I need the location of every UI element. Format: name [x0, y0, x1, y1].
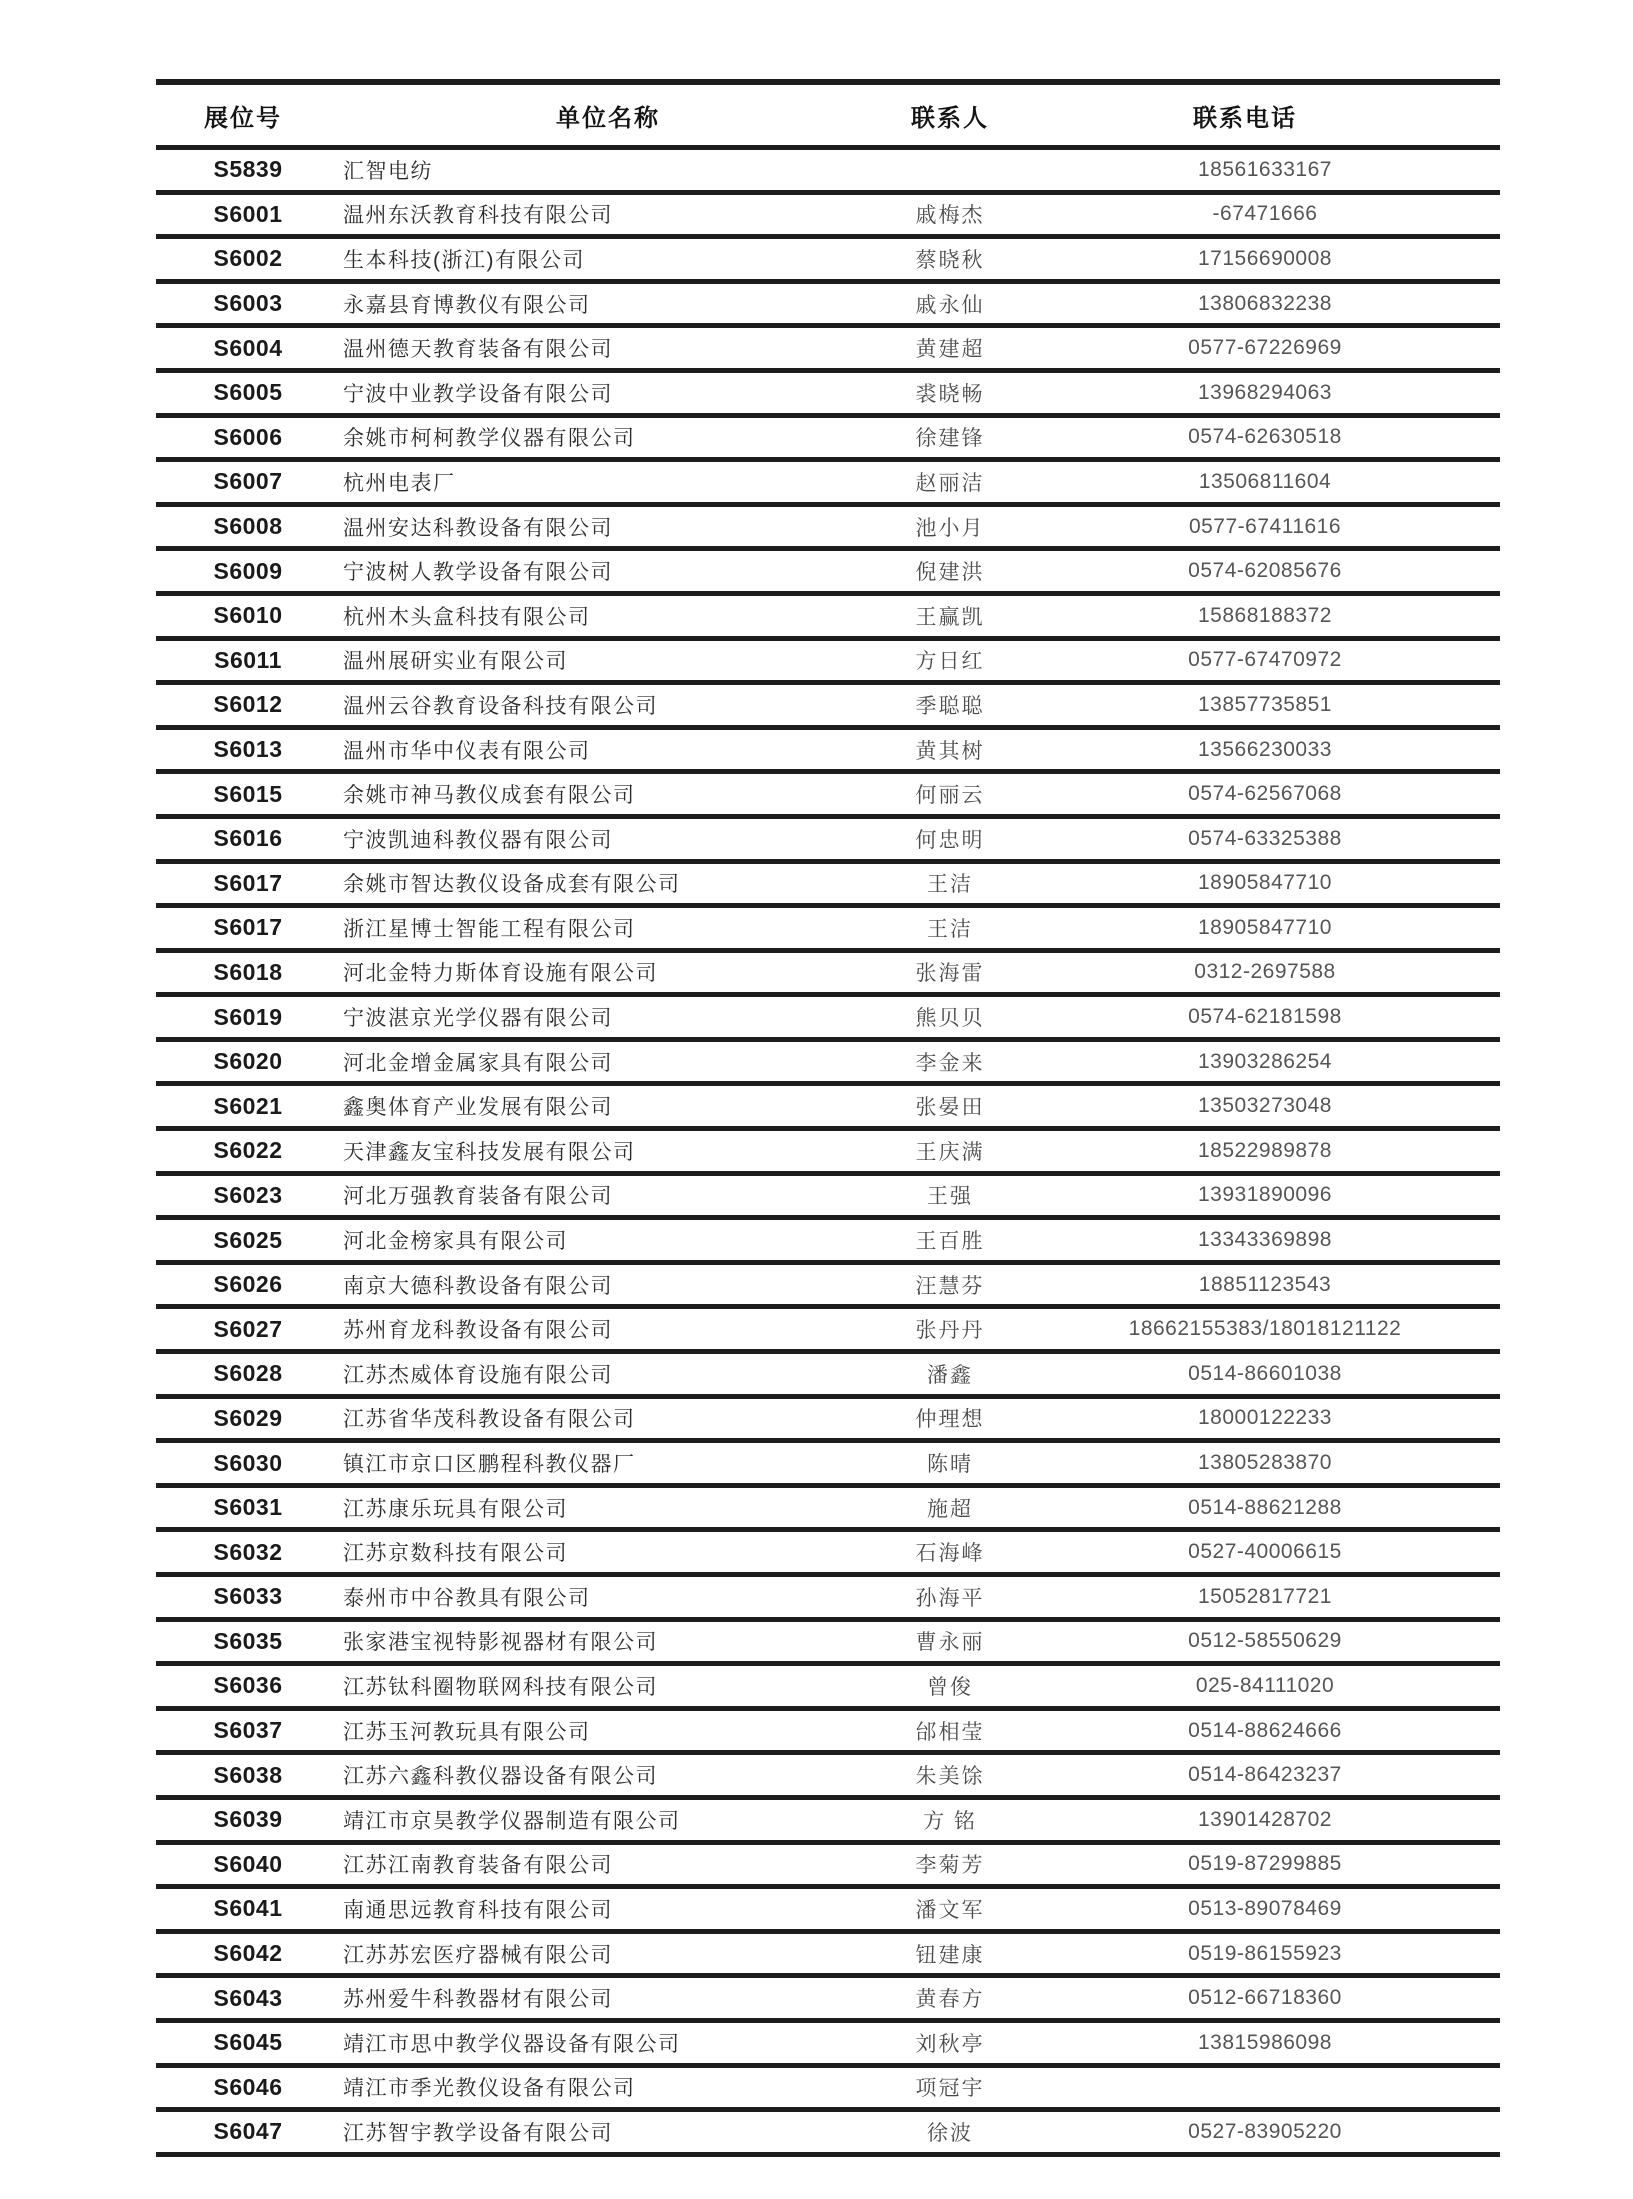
contact-person-cell: 张丹丹 — [915, 1319, 985, 1343]
booth-number-cell: S6006 — [213, 423, 283, 450]
table-row — [156, 1797, 1500, 1842]
company-name-cell: 靖江市京昊教学仪器制造有限公司 — [343, 1809, 681, 1833]
table-row — [156, 504, 1500, 549]
table-row — [156, 1262, 1500, 1307]
booth-number-cell: S6018 — [213, 958, 283, 985]
company-name-cell: 温州展研实业有限公司 — [343, 650, 568, 674]
booth-number-cell: S6036 — [213, 1672, 283, 1699]
column-header-contact: 联系人 — [911, 104, 989, 132]
company-name-cell: 余姚市智达教仪设备成套有限公司 — [343, 873, 681, 897]
contact-person-cell: 陈晴 — [927, 1453, 973, 1477]
contact-phone-cell: 025-84111020 — [1195, 1673, 1335, 1697]
booth-number-cell: S6023 — [213, 1181, 283, 1208]
contact-person-cell: 曹永丽 — [915, 1631, 985, 1655]
booth-number-cell: S6035 — [213, 1627, 283, 1654]
contact-phone-cell: 15868188372 — [1198, 603, 1332, 627]
contact-person-cell: 徐建锋 — [915, 427, 985, 451]
contact-phone-cell: 0527-83905220 — [1188, 2119, 1342, 2143]
table-row — [156, 549, 1500, 594]
contact-person-cell: 邰相莹 — [915, 1720, 985, 1744]
contact-phone-cell: 0574-62630518 — [1188, 425, 1342, 449]
table-row — [156, 1129, 1500, 1174]
booth-number-cell: S6021 — [213, 1092, 283, 1119]
booth-number-cell: S6010 — [213, 602, 283, 629]
company-name-cell: 江苏江南教育装备有限公司 — [343, 1854, 613, 1878]
table-row — [156, 593, 1500, 638]
contact-person-cell: 石海峰 — [915, 1542, 985, 1566]
contact-person-cell: 何丽云 — [915, 784, 985, 808]
table-row — [156, 816, 1500, 861]
contact-phone-cell: 0512-66718360 — [1188, 1986, 1342, 2010]
contact-person-cell: 熊贝贝 — [915, 1007, 985, 1031]
booth-number-cell: S6013 — [213, 736, 283, 763]
booth-number-cell: S6015 — [213, 780, 283, 807]
table-row — [156, 1084, 1500, 1129]
contact-phone-cell: 0514-86423237 — [1188, 1763, 1342, 1787]
company-name-cell: 江苏杰威体育设施有限公司 — [343, 1363, 613, 1387]
booth-number-cell: S6045 — [213, 2029, 283, 2056]
company-name-cell: 河北金增金属家具有限公司 — [343, 1051, 613, 1075]
contact-phone-cell: 13566230033 — [1198, 737, 1332, 761]
booth-number-cell: S6027 — [213, 1315, 283, 1342]
contact-phone-cell: 13968294063 — [1198, 380, 1332, 404]
table-row — [156, 460, 1500, 505]
booth-number-cell: S6016 — [213, 825, 283, 852]
contact-phone-cell: 0574-62181598 — [1188, 1005, 1342, 1029]
contact-person-cell: 裘晓畅 — [915, 382, 985, 406]
company-name-cell: 杭州电表厂 — [343, 471, 456, 495]
contact-phone-cell: 0574-62567068 — [1188, 782, 1342, 806]
contact-phone-cell: 13903286254 — [1198, 1049, 1332, 1073]
contact-person-cell: 张晏田 — [915, 1096, 985, 1120]
booth-number-cell: S6007 — [213, 468, 283, 495]
table-row — [156, 1485, 1500, 1530]
booth-number-cell: S6028 — [213, 1360, 283, 1387]
contact-person-cell: 孙海平 — [915, 1586, 985, 1610]
contact-person-cell: 张海雷 — [915, 962, 985, 986]
booth-number-cell: S6047 — [213, 2118, 283, 2145]
company-name-cell: 温州德天教育装备有限公司 — [343, 338, 613, 362]
contact-phone-cell: 0577-67411616 — [1188, 514, 1342, 538]
booth-number-cell: S6025 — [213, 1226, 283, 1253]
contact-phone-cell: 0574-62085676 — [1188, 559, 1342, 583]
contact-phone-cell: 13806832238 — [1198, 291, 1332, 315]
company-name-cell: 江苏钛科圈物联网科技有限公司 — [343, 1675, 658, 1699]
contact-phone-cell: 0512-58550629 — [1188, 1629, 1342, 1653]
table-row — [156, 1931, 1500, 1976]
contact-phone-cell: 0514-88621288 — [1188, 1495, 1342, 1519]
table-row — [156, 237, 1500, 282]
booth-number-cell: S6032 — [213, 1538, 283, 1565]
company-name-cell: 温州云谷教育设备科技有限公司 — [343, 694, 658, 718]
contact-person-cell — [830, 148, 1070, 193]
booth-number-cell: S6043 — [213, 1984, 283, 2011]
contact-person-cell: 池小月 — [915, 516, 985, 540]
table-row — [156, 1575, 1500, 1620]
booth-number-cell: S6003 — [213, 290, 283, 317]
booth-number-cell: S6017 — [213, 914, 283, 941]
contact-phone-cell: 18522989878 — [1198, 1138, 1332, 1162]
booth-number-cell: S6002 — [213, 245, 283, 272]
company-name-cell: 苏州爱牛科教器材有限公司 — [343, 1988, 613, 2012]
contact-phone-cell: 0513-89078469 — [1188, 1896, 1342, 1920]
table-row — [156, 415, 1500, 460]
company-name-cell: 余姚市神马教仪成套有限公司 — [343, 784, 636, 808]
contact-person-cell: 王洁 — [927, 917, 973, 941]
contact-person-cell: 曾俊 — [927, 1675, 973, 1699]
table-row — [156, 1396, 1500, 1441]
company-name-cell: 余姚市柯柯教学仪器有限公司 — [343, 427, 636, 451]
contact-person-cell: 潘文军 — [915, 1898, 985, 1922]
table-row — [156, 772, 1500, 817]
table-row — [156, 1039, 1500, 1084]
company-name-cell: 江苏六鑫科教仪器设备有限公司 — [343, 1765, 658, 1789]
contact-person-cell: 王赢凯 — [915, 605, 985, 629]
company-name-cell: 张家港宝视特影视器材有限公司 — [343, 1631, 658, 1655]
contact-phone-cell: 18905847710 — [1198, 871, 1332, 895]
contact-phone-cell: 13931890096 — [1198, 1183, 1332, 1207]
company-name-cell: 温州东沃教育科技有限公司 — [343, 204, 613, 228]
contact-person-cell: 黄其树 — [915, 739, 985, 763]
contact-phone-cell: 13815986098 — [1198, 2030, 1332, 2054]
company-name-cell: 南通思远教育科技有限公司 — [343, 1898, 613, 1922]
contact-person-cell: 汪慧芬 — [915, 1274, 985, 1298]
table-row — [156, 148, 1500, 193]
booth-number-cell: S6012 — [213, 691, 283, 718]
contact-phone-cell: 18561633167 — [1198, 157, 1332, 181]
contact-person-cell: 黄春方 — [915, 1988, 985, 2012]
contact-person-cell: 黄建超 — [915, 338, 985, 362]
contact-person-cell: 潘鑫 — [927, 1363, 973, 1387]
company-name-cell: 河北金榜家具有限公司 — [343, 1230, 568, 1254]
contact-phone-cell: -67471666 — [1212, 202, 1318, 226]
table-row — [156, 1173, 1500, 1218]
company-name-cell: 江苏苏宏医疗器械有限公司 — [343, 1943, 613, 1967]
company-name-cell: 宁波中业教学设备有限公司 — [343, 382, 613, 406]
table-row — [156, 1352, 1500, 1397]
company-name-cell: 泰州市中谷教具有限公司 — [343, 1586, 591, 1610]
table-row — [156, 1619, 1500, 1664]
table-row — [156, 1708, 1500, 1753]
column-header-company: 单位名称 — [556, 104, 660, 132]
company-name-cell: 河北金特力斯体育设施有限公司 — [343, 962, 658, 986]
contact-phone-cell — [1070, 2065, 1500, 2110]
table-row — [156, 638, 1500, 683]
column-header-booth: 展位号 — [204, 104, 282, 132]
contact-person-cell: 戚永仙 — [915, 293, 985, 317]
table-row — [156, 727, 1500, 772]
table-row — [156, 192, 1500, 237]
booth-number-cell: S6008 — [213, 513, 283, 540]
table-row — [156, 2020, 1500, 2065]
table-row — [156, 281, 1500, 326]
table-row — [156, 1887, 1500, 1932]
contact-phone-cell: 17156690008 — [1198, 246, 1332, 270]
company-name-cell: 镇江市京口区鹏程科教仪器厂 — [343, 1453, 636, 1477]
column-header-phone: 联系电话 — [1193, 104, 1297, 132]
booth-contact-table — [156, 79, 1500, 2157]
contact-phone-cell: 18000122233 — [1198, 1406, 1332, 1430]
contact-person-cell: 施超 — [927, 1497, 973, 1521]
contact-person-cell: 项冠宇 — [915, 2077, 985, 2101]
contact-person-cell: 方 铭 — [923, 1809, 977, 1833]
table-row — [156, 861, 1500, 906]
company-name-cell: 浙江星博士智能工程有限公司 — [343, 917, 636, 941]
table-header-row — [156, 82, 1500, 148]
contact-phone-cell: 13901428702 — [1198, 1807, 1332, 1831]
contact-person-cell: 倪建洪 — [915, 561, 985, 585]
contact-phone-cell: 0577-67470972 — [1188, 648, 1342, 672]
company-name-cell: 宁波树人教学设备有限公司 — [343, 561, 613, 585]
booth-number-cell: S6022 — [213, 1137, 283, 1164]
booth-number-cell: S6040 — [213, 1850, 283, 1877]
company-name-cell: 江苏智宇教学设备有限公司 — [343, 2121, 613, 2145]
contact-person-cell: 钮建康 — [915, 1943, 985, 1967]
contact-person-cell: 季聪聪 — [915, 694, 985, 718]
table-row — [156, 1842, 1500, 1887]
contact-phone-cell: 13343369898 — [1198, 1228, 1332, 1252]
booth-number-cell: S6042 — [213, 1940, 283, 1967]
company-name-cell: 江苏康乐玩具有限公司 — [343, 1497, 568, 1521]
contact-person-cell: 王百胜 — [915, 1230, 985, 1254]
table-body — [156, 148, 1500, 2155]
contact-phone-cell: 0577-67226969 — [1188, 336, 1342, 360]
contact-phone-cell: 18851123543 — [1198, 1272, 1332, 1296]
booth-number-cell: S6011 — [214, 646, 282, 673]
booth-number-cell: S6004 — [213, 334, 283, 361]
company-name-cell: 苏州育龙科教设备有限公司 — [343, 1319, 613, 1343]
company-name-cell: 鑫奥体育产业发展有限公司 — [343, 1096, 613, 1120]
contact-person-cell: 王庆满 — [915, 1140, 985, 1164]
booth-number-cell: S6020 — [213, 1048, 283, 1075]
company-name-cell: 天津鑫友宝科技发展有限公司 — [343, 1140, 636, 1164]
company-name-cell: 宁波湛京光学仪器有限公司 — [343, 1007, 613, 1031]
table-row — [156, 2065, 1500, 2110]
table-row — [156, 683, 1500, 728]
contact-phone-cell: 13805283870 — [1198, 1451, 1332, 1475]
company-name-cell: 江苏京数科技有限公司 — [343, 1542, 568, 1566]
contact-person-cell: 李菊芳 — [915, 1854, 985, 1878]
company-name-cell: 杭州木头盒科技有限公司 — [343, 605, 591, 629]
contact-person-cell: 朱美馀 — [915, 1765, 985, 1789]
booth-number-cell: S6019 — [213, 1003, 283, 1030]
contact-person-cell: 徐波 — [927, 2121, 973, 2145]
company-name-cell: 江苏玉河教玩具有限公司 — [343, 1720, 591, 1744]
contact-person-cell: 方日红 — [915, 650, 985, 674]
table-row — [156, 1530, 1500, 1575]
booth-number-cell: S6033 — [213, 1583, 283, 1610]
contact-phone-cell: 0519-87299885 — [1188, 1852, 1342, 1876]
contact-phone-cell: 0527-40006615 — [1188, 1540, 1342, 1564]
contact-person-cell: 赵丽洁 — [915, 471, 985, 495]
table-row — [156, 906, 1500, 951]
contact-phone-cell: 13503273048 — [1198, 1094, 1332, 1118]
contact-phone-cell: 18905847710 — [1198, 915, 1332, 939]
table-row — [156, 1664, 1500, 1709]
company-name-cell: 河北万强教育装备有限公司 — [343, 1185, 613, 1209]
contact-person-cell: 王强 — [927, 1185, 973, 1209]
table-row — [156, 1976, 1500, 2021]
booth-number-cell: S6026 — [213, 1271, 283, 1298]
booth-number-cell: S6041 — [213, 1895, 283, 1922]
company-name-cell: 江苏省华茂科教设备有限公司 — [343, 1408, 636, 1432]
contact-person-cell: 蔡晓秋 — [915, 248, 985, 272]
table-row — [156, 950, 1500, 995]
contact-person-cell: 刘秋亭 — [915, 2032, 985, 2056]
contact-phone-cell: 18662155383/18018121122 — [1128, 1317, 1402, 1341]
booth-number-cell: S6009 — [213, 557, 283, 584]
booth-number-cell: S6037 — [213, 1717, 283, 1744]
company-name-cell: 靖江市季光教仪设备有限公司 — [343, 2077, 636, 2101]
contact-person-cell: 戚梅杰 — [915, 204, 985, 228]
table-row — [156, 370, 1500, 415]
booth-number-cell: S6029 — [213, 1404, 283, 1431]
company-name-cell: 宁波凯迪科教仪器有限公司 — [343, 828, 613, 852]
booth-number-cell: S6030 — [213, 1449, 283, 1476]
table-row — [156, 1753, 1500, 1798]
contact-phone-cell: 0519-86155923 — [1188, 1941, 1342, 1965]
booth-number-cell: S6005 — [213, 379, 283, 406]
table-row — [156, 995, 1500, 1040]
table-row — [156, 326, 1500, 371]
contact-person-cell: 何忠明 — [915, 828, 985, 852]
company-name-cell: 靖江市思中教学仪器设备有限公司 — [343, 2032, 681, 2056]
booth-number-cell: S6039 — [213, 1806, 283, 1833]
contact-person-cell: 王洁 — [927, 873, 973, 897]
booth-number-cell: S6046 — [213, 2073, 283, 2100]
table-row — [156, 1441, 1500, 1486]
company-name-cell: 温州市华中仪表有限公司 — [343, 739, 591, 763]
contact-person-cell: 李金来 — [915, 1051, 985, 1075]
table-row — [156, 2110, 1500, 2155]
booth-number-cell: S6017 — [213, 869, 283, 896]
booth-number-cell: S6001 — [213, 200, 283, 227]
company-name-cell: 温州安达科教设备有限公司 — [343, 516, 613, 540]
booth-number-cell: S6038 — [213, 1761, 283, 1788]
contact-phone-cell: 0312-2697588 — [1194, 960, 1336, 984]
contact-phone-cell: 0514-86601038 — [1188, 1361, 1342, 1385]
company-name-cell: 永嘉县育博教仪有限公司 — [343, 293, 591, 317]
contact-person-cell: 仲理想 — [915, 1408, 985, 1432]
company-name-cell: 南京大德科教设备有限公司 — [343, 1274, 613, 1298]
company-name-cell: 生本科技(浙江)有限公司 — [343, 248, 585, 272]
contact-phone-cell: 0514-88624666 — [1188, 1718, 1342, 1742]
contact-phone-cell: 13857735851 — [1198, 692, 1332, 716]
contact-phone-cell: 15052817721 — [1198, 1584, 1332, 1608]
contact-phone-cell: 13506811604 — [1198, 469, 1332, 493]
table-row — [156, 1307, 1500, 1352]
company-name-cell: 汇智电纺 — [343, 159, 433, 183]
contact-phone-cell: 0574-63325388 — [1188, 826, 1342, 850]
table-row — [156, 1218, 1500, 1263]
booth-number-cell: S6031 — [213, 1494, 283, 1521]
booth-number-cell: S5839 — [213, 156, 283, 183]
